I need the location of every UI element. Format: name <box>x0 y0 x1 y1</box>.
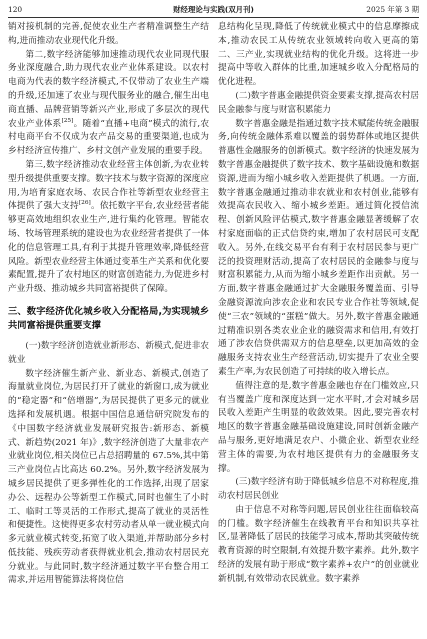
right-column <box>218 21 419 637</box>
paragraph-text: 。依托数字平台,农业经营者能够更高效地组织农业生产,进行集约化管理。智能农场、牧场管理系统的建设也为农业经营者提供了一体化的信息管理工具,有利于其提升管理效率,降低经营风险。新型农业经营主体通过变革生产关系和优化要素配置,提升了农村地区的财富创造能力,为促进乡村产业升级、推动城乡共同富裕提供了保障。 <box>8 201 209 295</box>
citation-marker: [25] <box>61 117 74 124</box>
body-paragraph: 销对接机制的完善,促使农业生产者精准调整生产结构,进而推动农业现代化升级。 <box>8 22 209 46</box>
body-paragraph: 数字普惠金融是指通过数字技术赋能传统金融服务,向传统金融体系难以覆盖的弱势群体或地区提供普惠性金融服务的创新模式。数字经济的快速发展为数字普惠金融提供了数字技术、数字基础设施和数据资源,进而为缩小城乡收入差距提供了机遇。一方面,数字普惠金融通过推动非农就业和农村创业,能够有效提高农民收入、缩小城乡差距。通过简化授信流程、创新风险评估模式,数字普惠金融显著缓解了农村家庭面临的正式信贷约束,增加了农村居民可支配收入。另外,在线交易平台有利于农村居民参与更广泛的投资理财活动,提高了农村居民的金融参与度与财富积累能力,从而为缩小城乡差距作出贡献。另一方面,数字普惠金融通过扩大金融服务覆盖面、引导金融资源流向涉农企业和农民专业合作社等领域,促使“三农”领域的“蛋糕”做大。另外,数字普惠金融通过精准识别各类农业企业的融资需求和信用,有效打通了涉农信贷供需双方的信息壁垒,以更加高效的金融服务支持农业生产经营活动,切实提升了农业全要素生产率,为农民创造了可持续的收入增长点。 <box>218 118 419 377</box>
section-heading: 三、数字经济优化城乡收入分配格局,为实现城乡共同富裕提供重要支撑 <box>8 305 209 331</box>
body-paragraph: 值得注意的是,数字普惠金融也存在门槛效应,只有当覆盖广度和深度达到一定水平时,才会对城乡居民收入差距产生明显的收敛效果。因此,要完善农村地区的数字普惠金融基础设施建设,同时创新金融产品与服务,更好地满足农户、小微企业、新型农业经营主体的需要,为农村地区提供有力的金融服务支撑。 <box>218 380 419 474</box>
body-paragraph <box>8 159 209 297</box>
left-column <box>8 21 209 637</box>
journal-title: 财经理论与实践(双月刊) <box>173 5 254 14</box>
paragraph-text: 第二,数字经济能够加速推动现代农业同现代服务业深度融合,助力现代农业产业体系建设。以农村电商为代表的数字经济模式,不仅带动了农业生产端的升级,还加速了农业与现代服务业的融合,催生出电商直播、品牌营销等新兴产业,形成了多层次的现代农业产业体系 <box>8 49 209 129</box>
body-paragraph <box>8 49 209 159</box>
body-paragraph: 息结构化呈现,降低了传统就业模式中的信息摩擦成本,推动农民工从传统农业领域转向收入更高的第二、三产业,实现就业结构的优化升级。这将进一步提高中等收入群体的比重,加速城乡收入分配格局的优化进程。 <box>218 22 419 88</box>
body-paragraph: 由于信息不对称等问题,居民创业往往面临较高的门槛。数字经济催生在线教育平台和知识共享社区,显著降低了居民的技能学习成本,帮助其突破传统教育资源的时空限制,有效提升数字素养。此外,数字经济的发展有助于形成“数字素养+农户”的创业就业新机制,有效带动农民就业。数字素养 <box>218 504 419 584</box>
subsection-heading: (二)数字普惠金融提供资金要素支撑,提高农村居民金融参与度与财富积累能力 <box>218 90 419 115</box>
subsection-heading: (一)数字经济创造就业新形态、新模式,促进非农就业 <box>8 340 209 365</box>
header-rule <box>8 17 419 18</box>
issue-label: 2025 年第 3 期 <box>366 5 419 14</box>
subsection-heading: (三)数字经济有助于降低城乡信息不对称程度,推动农村居民创业 <box>218 477 419 502</box>
page-number: 120 <box>8 5 23 14</box>
paragraph-text: 第三,数字经济推动农业经营主体创新,为农业转型升级提供重要支撑。数字技术与数字资源的深度应用,为培育家庭农场、农民合作社等新型农业经营主体提供了强大支持 <box>8 159 209 212</box>
paragraph-text: 。随着“直播+电商”模式的流行,农村电商平台不仅成为农产品交易的重要渠道,也成为乡村经济宣传推广、乡村文创产业发展的重要手段。 <box>8 118 209 157</box>
running-head <box>8 4 419 16</box>
body-paragraph: 数字经济催生新产业、新业态、新模式,创造了海量就业岗位,为居民打开了就业的新窗口,成为就业的“稳定器”和“倍增器”,为居民提供了更多元的就业选择和发展机遇。根据中国信息通信研究院发布的《中国数字经济就业发展研究报告:新形态、新模式、新趋势(2021 年)》,数字经济创造了大量非农产业就业岗位,相关岗位已占总招聘量的 67.5%,其中第三产业岗位占比高达 60.2%。另外,数字经济发展为城乡居民提供了更多弹性化的工作选择,出现了居家办公、远程办公等新型工作模式,同时也催生了小时工、临时工等灵活的工作形式,提高了就业的灵活性和便捷性。这使得更多农村劳动者从单一就业模式向多元就业模式转变,拓宽了收入渠道,并帮助部分乡村低技能、残疾劳动者获得就业机会,推动农村居民充分就业。与此同时,数字经济通过数字平台整合用工需求,并运用智能算法将岗位信 <box>8 368 209 586</box>
citation-marker: [26] <box>78 200 91 207</box>
